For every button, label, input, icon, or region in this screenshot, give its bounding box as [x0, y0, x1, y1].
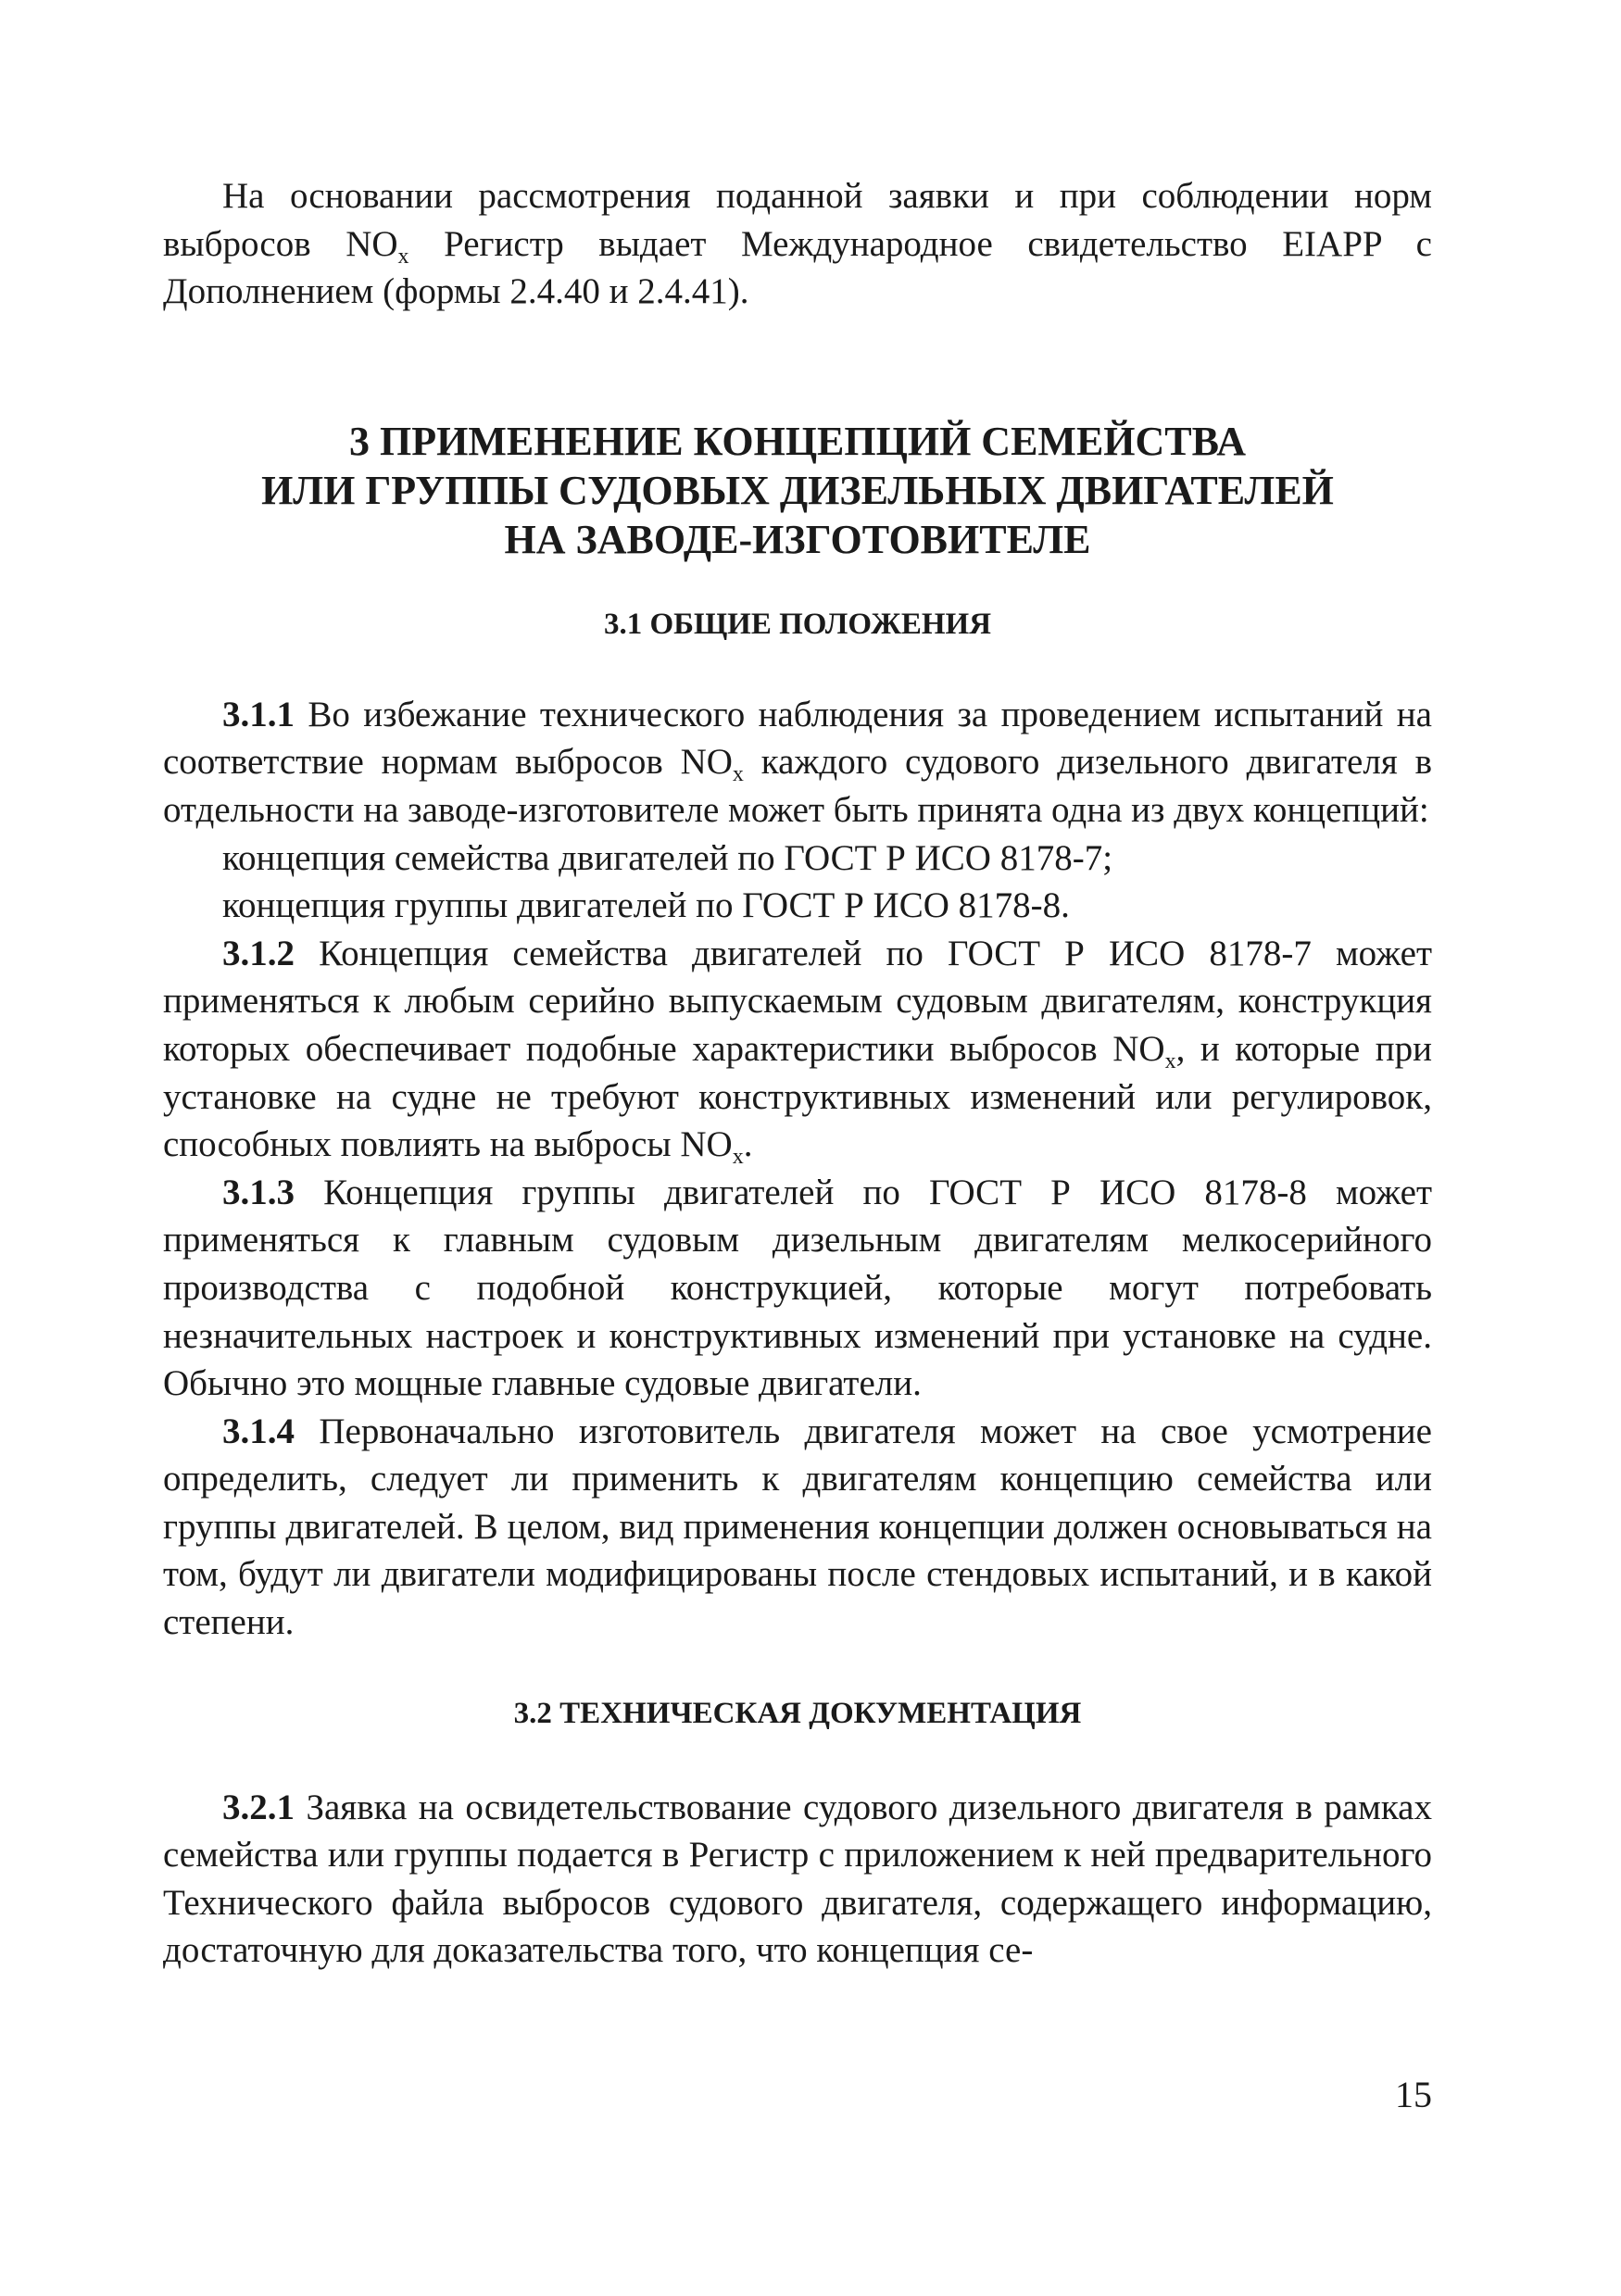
chapter-title-line-2: ИЛИ ГРУППЫ СУДОВЫХ ДИЗЕЛЬНЫХ ДВИГАТЕЛЕЙ [261, 467, 1334, 513]
nox-subscript: x [397, 244, 409, 269]
intro-text: На основании рассмотрения поданной заявки и при соблюдении норм выбросов NO [163, 176, 1432, 264]
paragraph-text: Концепция семейства двигателей по ГОСТ Р ИСО 8178-7 может применяться к любым серийно выпускаемым судовым двигателям, конструкция которых обеспечивает подобные характеристики выбросов NO [163, 933, 1432, 1069]
chapter-title-line-1: 3 ПРИМЕНЕНИЕ КОНЦЕПЦИЙ СЕМЕЙСТВА [349, 418, 1246, 464]
chapter-title-line-3: НА ЗАВОДЕ-ИЗГОТОВИТЕЛЕ [504, 516, 1091, 562]
paragraph-text-continued: каждого судового дизельного двигателя в отдельности на заводе-изготовителе может быть принята одна из двух концепций: [163, 742, 1432, 830]
nox-subscript: x [732, 762, 744, 787]
paragraph-text-end: . [743, 1124, 753, 1165]
paragraph-3-2-1 [163, 1784, 1432, 1975]
clause-number: 3.2.1 [222, 1787, 295, 1827]
paragraph-3-1-1 [163, 691, 1432, 834]
paragraph-text: Концепция группы двигателей по ГОСТ Р ИСО 8178-8 может применяться к главным судовым дизельным двигателям мелкосерийного производства с подобной конструкцией, которые могут потребовать незначительных настроек и конструктивных изменений при установке на судне. Обычно это мощные главные судовые двигатели. [163, 1172, 1432, 1404]
chapter-title [163, 417, 1432, 564]
paragraph-text: Заявка на освидетельствование судового дизельного двигателя в рамках семейства или группы подается в Регистр с приложением к ней предварительного Технического файла выбросов судового двигателя, содержащего информацию, достаточную для доказательства того, что концепция се- [163, 1787, 1432, 1971]
paragraph-3-1-4 [163, 1408, 1432, 1647]
clause-number: 3.1.1 [222, 694, 295, 734]
paragraph-text-continued: , и которые при установке на судне не требуют конструктивных изменений или регулировок, способных повлиять на выбросы NO [163, 1028, 1432, 1165]
nox-subscript: x [1164, 1048, 1176, 1073]
clause-number: 3.1.2 [222, 933, 295, 973]
section-3-2-title: 3.2 ТЕХНИЧЕСКАЯ ДОКУМЕНТАЦИЯ [513, 1696, 1082, 1730]
page-number: 15 [1395, 2074, 1432, 2115]
intro-text-continued: Регистр выдает Международное свидетельство EIAPP с Дополнением (формы 2.4.40 и 2.4.41). [163, 223, 1432, 312]
intro-paragraph [163, 172, 1432, 316]
clause-number: 3.1.3 [222, 1172, 295, 1212]
clause-number: 3.1.4 [222, 1411, 295, 1451]
paragraph-3-1-2 [163, 930, 1432, 1169]
section-3-1-title: 3.1 ОБЩИЕ ПОЛОЖЕНИЯ [603, 607, 992, 641]
paragraph-text: Во избежание технического наблюдения за проведением испытаний на соответствие нормам выбросов NO [163, 694, 1432, 783]
paragraph-3-1-3 [163, 1169, 1432, 1408]
nox-subscript: x [732, 1145, 744, 1170]
document-page [163, 172, 1432, 1975]
list-item-family-concept: концепция семейства двигателей по ГОСТ Р ИСО 8178-7; [222, 837, 1113, 878]
paragraph-text: Первоначально изготовитель двигателя может на свое усмотрение определить, следует ли применить к двигателям концепцию семейства или группы двигателей. В целом, вид применения концепции должен основываться на том, будут ли двигатели модифицированы после стендовых испытаний, и в какой степени. [163, 1411, 1432, 1643]
list-item-group-concept: концепция группы двигателей по ГОСТ Р ИСО 8178-8. [222, 885, 1070, 926]
